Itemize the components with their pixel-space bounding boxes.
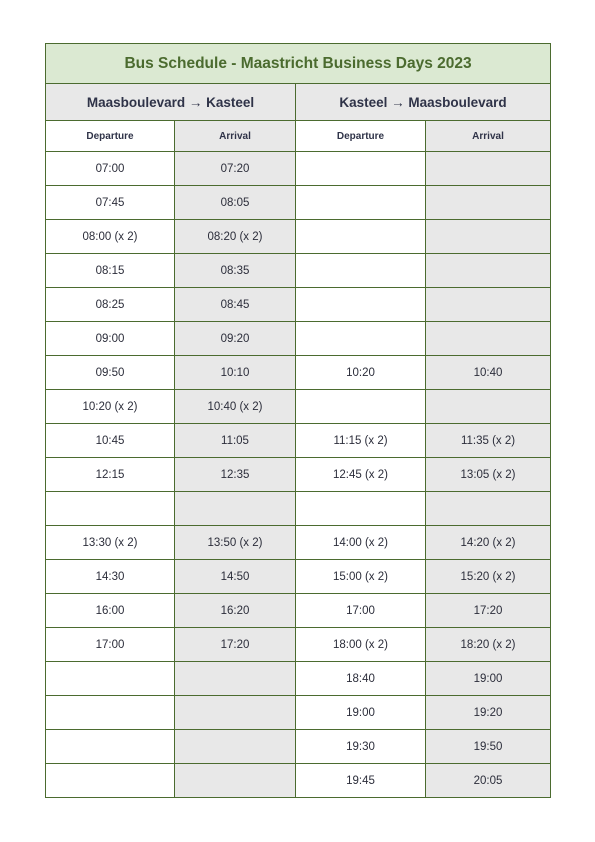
cell-departure-outbound	[46, 492, 175, 526]
table-row	[46, 356, 551, 390]
cell-departure-return: 14:00 (x 2)	[296, 526, 426, 560]
cell-departure-return: 19:45	[296, 764, 426, 798]
table-row	[46, 220, 551, 254]
cell-departure-return	[296, 220, 426, 254]
schedule-body	[46, 152, 551, 798]
cell-arrival-outbound: 11:05	[175, 424, 296, 458]
cell-arrival-outbound	[175, 662, 296, 696]
cell-departure-return	[296, 288, 426, 322]
cell-departure-return: 10:20	[296, 356, 426, 390]
cell-arrival-return: 10:40	[426, 356, 551, 390]
cell-arrival-outbound: 16:20	[175, 594, 296, 628]
cell-arrival-return: 19:00	[426, 662, 551, 696]
cell-arrival-return: 18:20 (x 2)	[426, 628, 551, 662]
table-row	[46, 662, 551, 696]
direction-header-return: Kasteel → Maasboulevard	[296, 84, 551, 121]
cell-arrival-outbound	[175, 696, 296, 730]
cell-arrival-outbound: 12:35	[175, 458, 296, 492]
cell-arrival-outbound: 09:20	[175, 322, 296, 356]
bus-schedule-table	[45, 43, 551, 798]
schedule-title: Bus Schedule - Maastricht Business Days 2023	[46, 44, 551, 84]
table-row	[46, 594, 551, 628]
table-row	[46, 288, 551, 322]
cell-departure-outbound	[46, 696, 175, 730]
cell-departure-outbound	[46, 730, 175, 764]
cell-arrival-return: 15:20 (x 2)	[426, 560, 551, 594]
table-row	[46, 390, 551, 424]
column-header-arrival-return: Arrival	[426, 121, 551, 152]
cell-departure-return	[296, 322, 426, 356]
cell-departure-return: 19:00	[296, 696, 426, 730]
cell-departure-outbound: 09:00	[46, 322, 175, 356]
cell-departure-return	[296, 492, 426, 526]
column-header-arrival-outbound: Arrival	[175, 121, 296, 152]
cell-departure-return: 15:00 (x 2)	[296, 560, 426, 594]
cell-arrival-outbound: 08:05	[175, 186, 296, 220]
cell-arrival-return: 13:05 (x 2)	[426, 458, 551, 492]
table-row	[46, 458, 551, 492]
cell-departure-outbound	[46, 662, 175, 696]
cell-arrival-outbound	[175, 730, 296, 764]
cell-arrival-outbound: 10:10	[175, 356, 296, 390]
cell-arrival-return	[426, 186, 551, 220]
cell-departure-outbound: 13:30 (x 2)	[46, 526, 175, 560]
cell-departure-outbound: 07:00	[46, 152, 175, 186]
cell-arrival-outbound: 13:50 (x 2)	[175, 526, 296, 560]
cell-arrival-return: 20:05	[426, 764, 551, 798]
cell-arrival-return: 11:35 (x 2)	[426, 424, 551, 458]
table-row	[46, 492, 551, 526]
table-row	[46, 424, 551, 458]
cell-arrival-outbound	[175, 492, 296, 526]
cell-departure-outbound: 08:15	[46, 254, 175, 288]
cell-departure-outbound: 16:00	[46, 594, 175, 628]
table-row	[46, 764, 551, 798]
column-header-departure-return: Departure	[296, 121, 426, 152]
cell-departure-outbound: 07:45	[46, 186, 175, 220]
cell-departure-return: 11:15 (x 2)	[296, 424, 426, 458]
table-row	[46, 526, 551, 560]
table-row	[46, 152, 551, 186]
cell-departure-outbound: 14:30	[46, 560, 175, 594]
cell-arrival-outbound: 10:40 (x 2)	[175, 390, 296, 424]
cell-arrival-return	[426, 322, 551, 356]
table-row	[46, 560, 551, 594]
table-row	[46, 186, 551, 220]
cell-arrival-outbound: 08:20 (x 2)	[175, 220, 296, 254]
direction-header-outbound: Maasboulevard → Kasteel	[46, 84, 296, 121]
cell-departure-outbound	[46, 764, 175, 798]
table-row	[46, 322, 551, 356]
cell-arrival-outbound: 08:35	[175, 254, 296, 288]
cell-departure-outbound: 12:15	[46, 458, 175, 492]
cell-arrival-return	[426, 288, 551, 322]
cell-departure-return	[296, 390, 426, 424]
cell-departure-return	[296, 186, 426, 220]
cell-departure-outbound: 10:45	[46, 424, 175, 458]
cell-arrival-outbound	[175, 764, 296, 798]
cell-departure-return: 12:45 (x 2)	[296, 458, 426, 492]
cell-arrival-return	[426, 220, 551, 254]
cell-arrival-outbound: 14:50	[175, 560, 296, 594]
cell-arrival-return: 14:20 (x 2)	[426, 526, 551, 560]
title-row	[46, 44, 551, 84]
cell-departure-return: 18:00 (x 2)	[296, 628, 426, 662]
table-row	[46, 730, 551, 764]
column-header-departure-outbound: Departure	[46, 121, 175, 152]
cell-arrival-return	[426, 152, 551, 186]
cell-departure-return: 18:40	[296, 662, 426, 696]
cell-departure-return: 19:30	[296, 730, 426, 764]
cell-arrival-return: 19:20	[426, 696, 551, 730]
cell-departure-outbound: 10:20 (x 2)	[46, 390, 175, 424]
direction-row	[46, 84, 551, 121]
cell-arrival-return	[426, 390, 551, 424]
cell-arrival-outbound: 08:45	[175, 288, 296, 322]
cell-arrival-return	[426, 254, 551, 288]
cell-departure-outbound: 08:25	[46, 288, 175, 322]
cell-arrival-return: 19:50	[426, 730, 551, 764]
cell-departure-return	[296, 152, 426, 186]
column-header-row	[46, 121, 551, 152]
cell-departure-outbound: 17:00	[46, 628, 175, 662]
table-row	[46, 254, 551, 288]
table-row	[46, 628, 551, 662]
cell-arrival-return: 17:20	[426, 594, 551, 628]
cell-departure-return	[296, 254, 426, 288]
cell-departure-outbound: 08:00 (x 2)	[46, 220, 175, 254]
cell-arrival-outbound: 17:20	[175, 628, 296, 662]
cell-arrival-return	[426, 492, 551, 526]
table-row	[46, 696, 551, 730]
cell-arrival-outbound: 07:20	[175, 152, 296, 186]
cell-departure-outbound: 09:50	[46, 356, 175, 390]
cell-departure-return: 17:00	[296, 594, 426, 628]
